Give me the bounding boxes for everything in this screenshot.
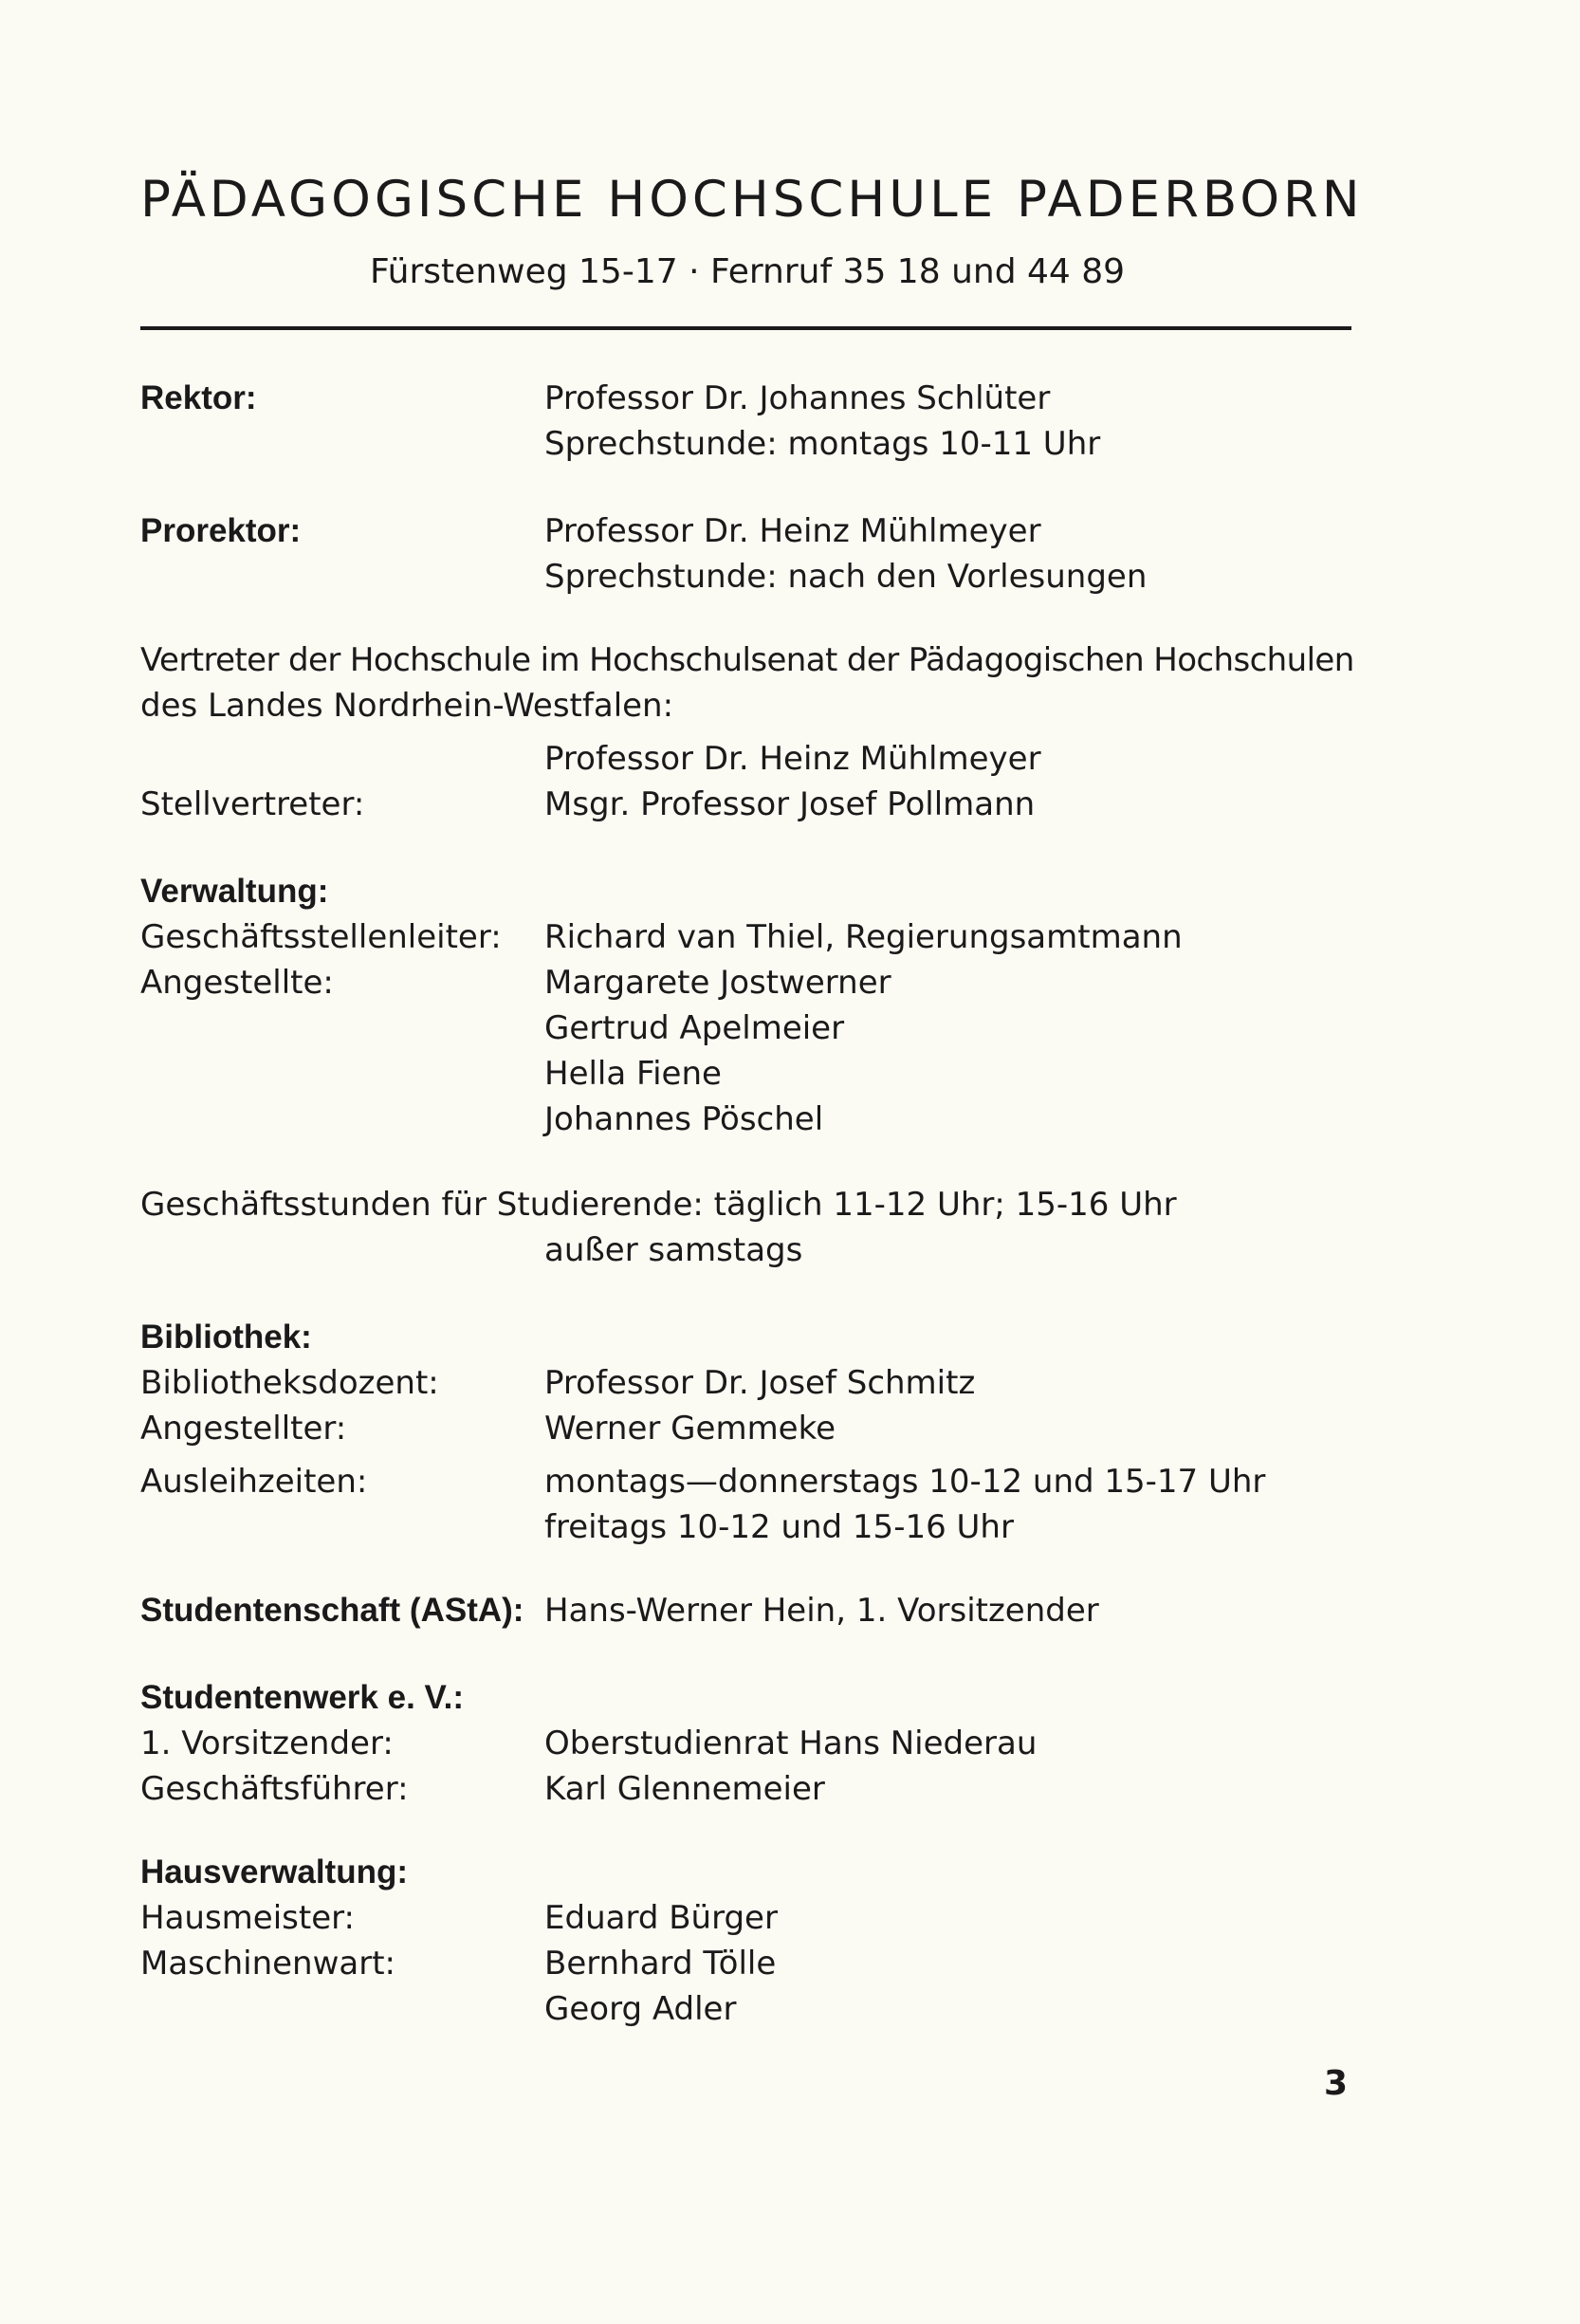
office-hours-line-2: außer samstags xyxy=(544,1231,803,1269)
vorsitz-label: 1. Vorsitzender: xyxy=(140,1725,394,1762)
staff-item: Johannes Pöschel xyxy=(544,1100,824,1138)
maschinenwart-name: Bernhard Tölle xyxy=(544,1945,777,1983)
prorektor-label: Prorektor: xyxy=(140,512,302,549)
verwaltung-heading: Verwaltung: xyxy=(140,873,329,910)
asta-value: Hans-Werner Hein, 1. Vorsitzender xyxy=(544,1592,1099,1630)
staff-item: Gertrud Apelmeier xyxy=(544,1009,845,1047)
address-line: Fürstenweg 15-17 · Fernruf 35 18 und 44 89 xyxy=(369,252,1126,291)
office-hours-line-1: Geschäftsstunden für Studierende: täglich 11-12 Uhr; 15-16 Uhr xyxy=(140,1186,1177,1224)
page-number: 3 xyxy=(1324,2064,1349,2103)
ausleihzeiten-line-2: freitags 10-12 und 15-16 Uhr xyxy=(544,1508,1014,1546)
ausleihzeiten-label: Ausleihzeiten: xyxy=(140,1463,368,1501)
angestellter-name: Werner Gemmeke xyxy=(544,1410,836,1448)
dozent-label: Bibliotheksdozent: xyxy=(140,1364,439,1402)
maschinenwart-name: Georg Adler xyxy=(544,1990,737,2028)
leiter-label: Geschäftsstellenleiter: xyxy=(140,918,502,956)
prorektor-name: Professor Dr. Heinz Mühlmeyer xyxy=(544,512,1041,550)
maschinenwart-label: Maschinenwart: xyxy=(140,1945,395,1983)
deputy-name: Msgr. Professor Josef Pollmann xyxy=(544,785,1036,823)
bibliothek-heading: Bibliothek: xyxy=(140,1319,312,1356)
angestellter-label: Angestellter: xyxy=(140,1410,347,1448)
divider xyxy=(140,326,1351,330)
staff-item: Hella Fiene xyxy=(544,1055,722,1093)
senat-line-2: des Landes Nordrhein-Westfalen: xyxy=(140,687,674,725)
staff-item: Margarete Jostwerner xyxy=(544,964,891,1002)
gf-name: Karl Glennemeier xyxy=(544,1770,825,1808)
hausverwaltung-heading: Hausverwaltung: xyxy=(140,1854,408,1891)
rektor-hours: Sprechstunde: montags 10-11 Uhr xyxy=(544,425,1101,463)
leiter-name: Richard van Thiel, Regierungsamtmann xyxy=(544,918,1183,956)
gf-label: Geschäftsführer: xyxy=(140,1770,409,1808)
prorektor-hours: Sprechstunde: nach den Vorlesungen xyxy=(544,558,1148,596)
rektor-name: Professor Dr. Johannes Schlüter xyxy=(544,379,1051,417)
hausmeister-name: Eduard Bürger xyxy=(544,1899,778,1937)
senat-line-1: Vertreter der Hochschule im Hochschulsenat der Pädagogischen Hochschulen xyxy=(140,641,1354,679)
staff-label: Angestellte: xyxy=(140,964,334,1002)
page-title: PÄDAGOGISCHE HOCHSCHULE PADERBORN xyxy=(140,171,1364,229)
deputy-label: Stellvertreter: xyxy=(140,785,365,823)
studentenwerk-heading: Studentenwerk e. V.: xyxy=(140,1679,465,1716)
hausmeister-label: Hausmeister: xyxy=(140,1899,355,1937)
vorsitz-name: Oberstudienrat Hans Niederau xyxy=(544,1725,1038,1762)
asta-label: Studentenschaft (AStA): xyxy=(140,1592,524,1629)
ausleihzeiten-line-1: montags—donnerstags 10-12 und 15-17 Uhr xyxy=(544,1463,1266,1501)
dozent-name: Professor Dr. Josef Schmitz xyxy=(544,1364,976,1402)
senat-representative: Professor Dr. Heinz Mühlmeyer xyxy=(544,740,1041,778)
rektor-label: Rektor: xyxy=(140,379,257,416)
